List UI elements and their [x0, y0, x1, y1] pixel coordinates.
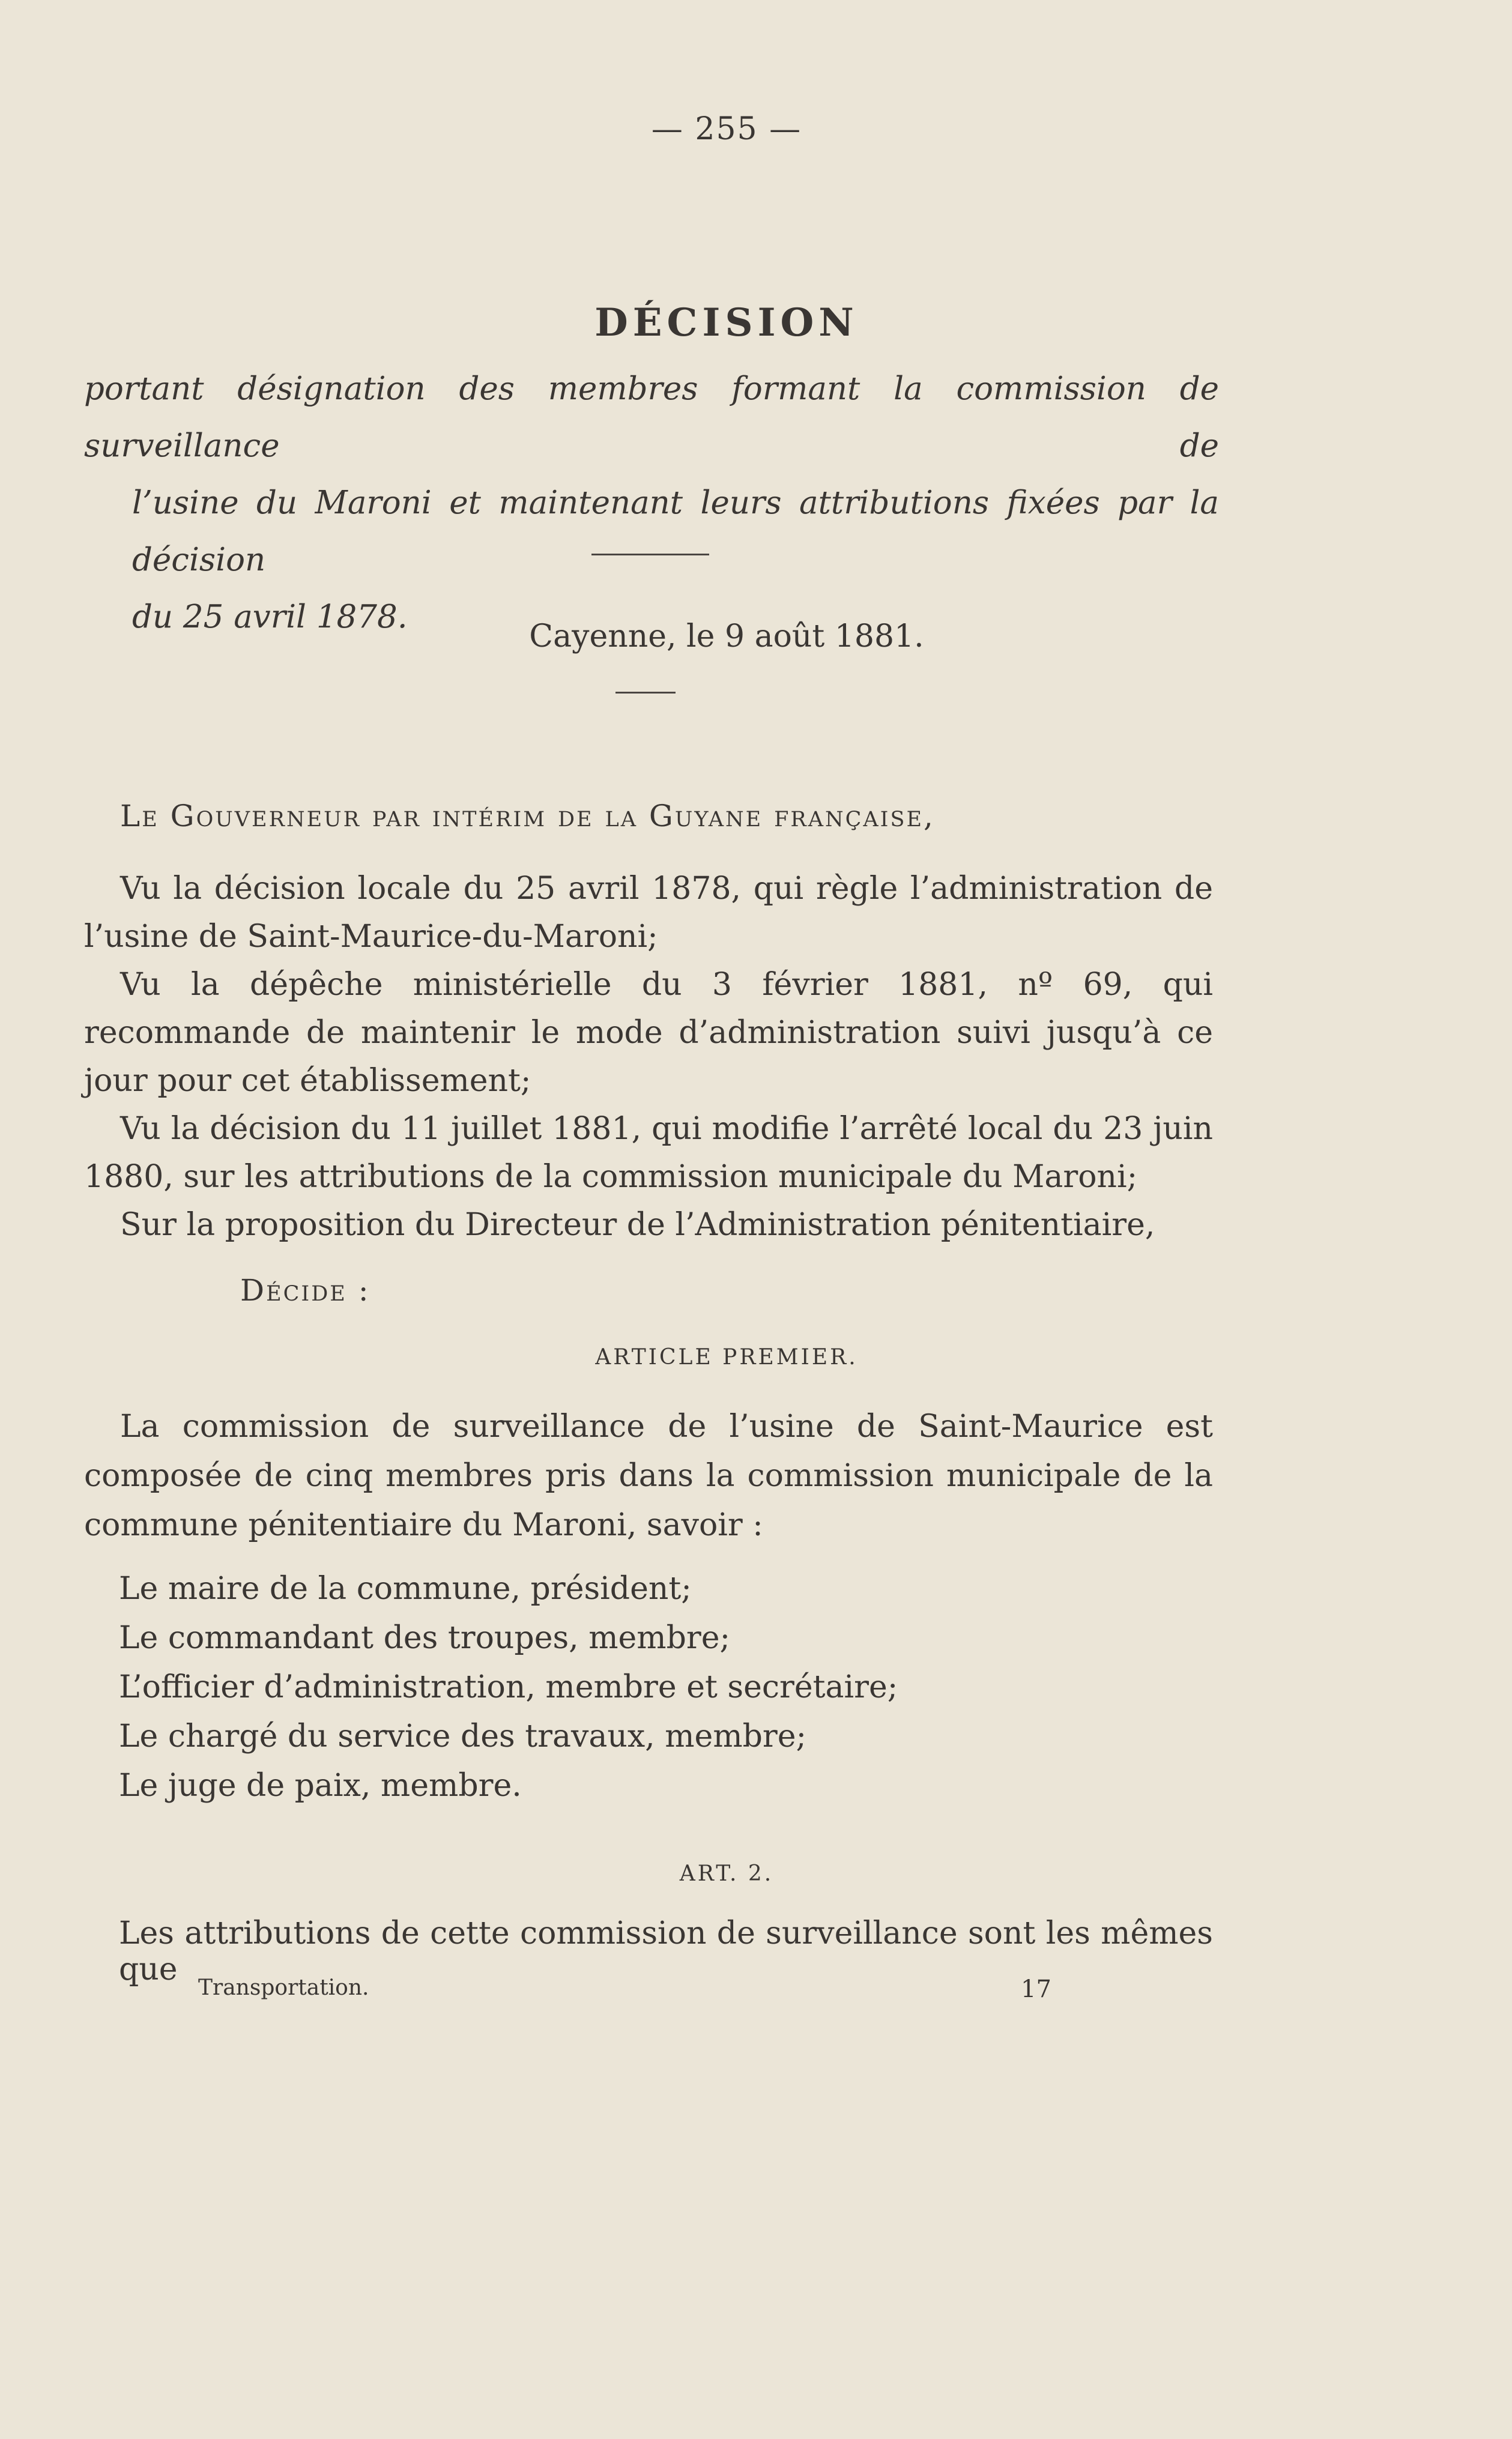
article-1-paragraph: La commission de surveillance de l’usine de Saint-Maurice est composée de cinq membres pris dans la commission municipale de la commune pénitentiaire du Maroni, savoir : [84, 1409, 1213, 1543]
considerant-paragraph: Vu la décision locale du 25 avril 1878, qui règle l’administration de l’usine de Saint-Maurice-du-Maroni; [84, 871, 1213, 955]
considerant-paragraph: Vu la décision du 11 juillet 1881, qui modifie l’arrêté local du 23 juin 1880, sur les attributions de la commission municipale du Maroni; [84, 1111, 1213, 1195]
subtitle-line-2: l’usine du Maroni et maintenant leurs attributions fixées par la décision [132, 485, 1219, 578]
considerant-paragraph: Sur la proposition du Directeur de l’Administration pénitentiaire, [120, 1207, 1155, 1243]
document-subtitle [84, 360, 1219, 645]
member-item: L’officier d’administration, membre et secrétaire; [119, 1669, 898, 1705]
considerant-paragraph: Vu la dépêche ministérielle du 3 février 1881, nº 69, qui recommande de maintenir le mode d’administration suivi jusqu’à ce jour pour cet établissement; [84, 967, 1213, 1099]
article-2-heading: ART. 2. [679, 1861, 774, 1886]
member-item: Le juge de paix, membre. [119, 1768, 522, 1804]
footer-sheet-number: 17 [1021, 1975, 1051, 2003]
member-item: Le commandant des troupes, membre; [119, 1620, 731, 1656]
considerants [84, 865, 1213, 1249]
dateline: Cayenne, le 9 août 1881. [529, 618, 924, 654]
article-2-text: Les attributions de cette commission de surveillance sont les mêmes que [119, 1915, 1213, 1987]
article-1-body [84, 1402, 1213, 1550]
divider-rule [591, 554, 709, 555]
member-item: Le chargé du service des travaux, membre; [119, 1718, 807, 1754]
member-item: Le maire de la commune, président; [119, 1571, 692, 1607]
footer-signature: Transportation. [198, 1975, 369, 2000]
page-number: — 255 — [651, 111, 802, 147]
divider-rule [615, 692, 676, 694]
members-list [119, 1564, 1212, 1810]
subtitle-line-3: du 25 avril 1878. [132, 599, 408, 635]
article-1-heading: ARTICLE PREMIER. [595, 1345, 858, 1370]
issuing-authority: Le Gouverneur par intérim de la Guyane française, [120, 799, 935, 833]
subtitle-line-1: portant désignation des membres formant la commission de surveillance de [84, 370, 1219, 464]
document-title: DÉCISION [594, 300, 859, 345]
decide-heading: Décide : [240, 1273, 370, 1308]
